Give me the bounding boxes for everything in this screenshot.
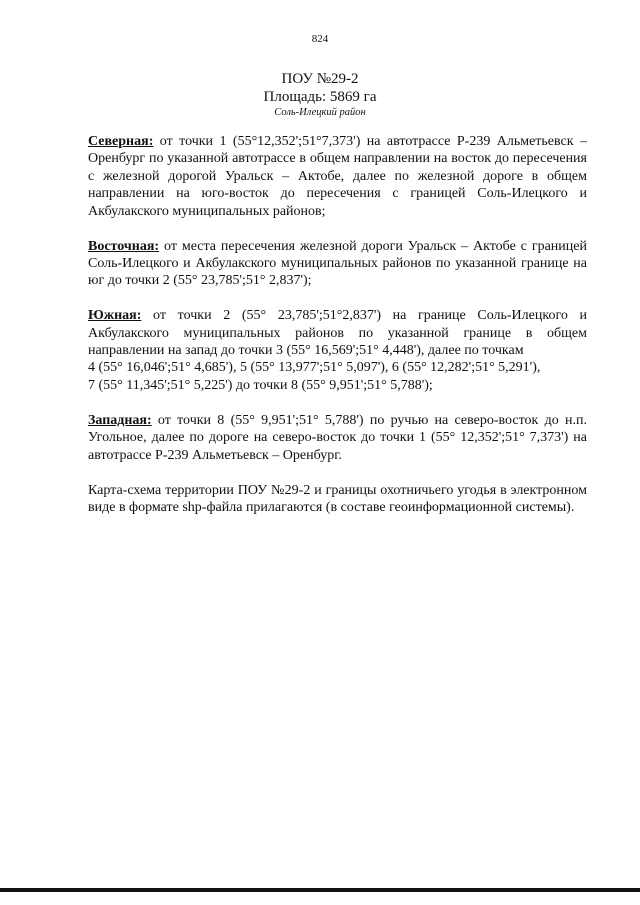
- section-east-text: от места пересечения железной дороги Уральск – Актобе с границей Соль-Илецкого и Акбулакского муниципальных районов по указанной границе на юг до точки 2 (55° 23,785';51° 2,837');: [88, 238, 587, 289]
- section-south-text: от точки 2 (55° 23,785';51°2,837') на границе Соль-Илецкого и Акбулакского муниципальных районов по указанной границе в общем направлении на запад до точки 3 (55° 16,569';51° 4,448'), далее по точкам: [88, 308, 587, 359]
- area-text: Площадь: 5869 га: [263, 89, 377, 105]
- section-south: [88, 307, 587, 394]
- document-header: [0, 70, 640, 120]
- bottom-rule: [0, 888, 640, 892]
- section-south-line-3: 7 (55° 11,345';51° 5,225') до точки 8 (55° 9,951';51° 5,788');: [88, 377, 433, 393]
- section-south-line-2: 4 (55° 16,046';51° 4,685'), 5 (55° 13,977';51° 5,097'), 6 (55° 12,282';51° 5,291'),: [88, 360, 541, 376]
- section-east-label: Восточная:: [88, 238, 160, 254]
- section-south-label: Южная:: [88, 308, 142, 324]
- district-text: Соль-Илецкий район: [274, 107, 366, 118]
- section-west: [88, 412, 587, 464]
- document-title: ПОУ №29-2: [281, 71, 359, 87]
- section-west-label: Западная:: [88, 412, 152, 428]
- section-north-text: от точки 1 (55°12,352';51°7,373') на автотрассе Р-239 Альметьевск – Оренбург по указанной автотрассе в общем направлении на восток до пересечения с железной дорогой Уральск – Актобе, далее по железной дороге в общем направлении на юго-восток до пересечения с границей Соль-Илецкого и Акбулакского муниципальных районов;: [88, 134, 587, 219]
- section-east: [88, 238, 587, 290]
- section-west-text: от точки 8 (55° 9,951';51° 5,788') по ручью на северо-восток до н.п. Угольное, далее по дороге на северо-восток до точки 1 (55° 12,352';51° 7,373') на автотрассе Р-239 Альметьевск – Оренбург.: [88, 412, 587, 463]
- section-north: [88, 133, 587, 220]
- footer-note: Карта-схема территории ПОУ №29-2 и границы охотничьего угодья в электронном виде в формате shp-файла прилагаются (в составе геоинформационной системы).: [88, 482, 587, 515]
- document-body: [88, 133, 587, 534]
- section-north-label: Северная:: [88, 134, 154, 149]
- page-number: 824: [311, 33, 329, 45]
